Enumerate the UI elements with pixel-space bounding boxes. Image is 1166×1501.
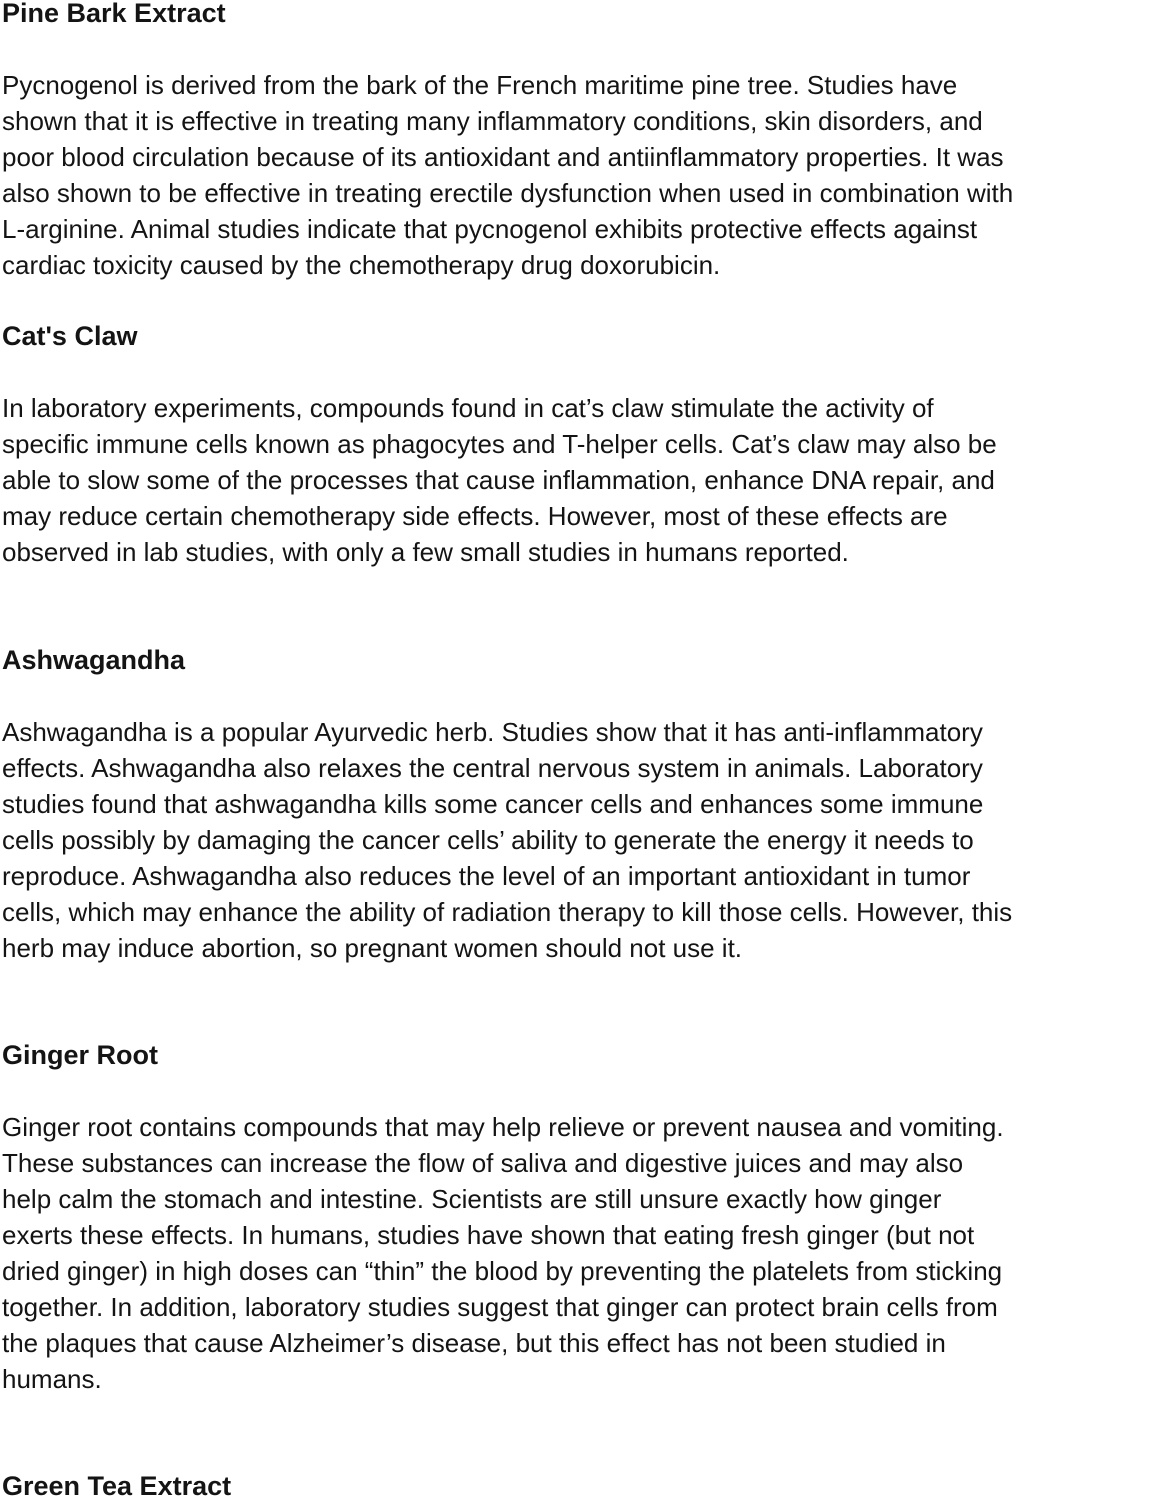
body-line: effects. Ashwagandha also relaxes the central nervous system in animals. Laboratory [2,753,983,783]
body-line: Ashwagandha is a popular Ayurvedic herb. Studies show that it has anti-inflammatory [2,717,983,747]
body-line: observed in lab studies, with only a few small studies in humans reported. [2,537,849,567]
section-heading-cats-claw: Cat's Claw [2,321,138,351]
body-line: Pycnogenol is derived from the bark of the French maritime pine tree. Studies have [2,70,958,100]
body-line: cells possibly by damaging the cancer cells’ ability to generate the energy it needs to [2,825,974,855]
body-line: exerts these effects. In humans, studies have shown that eating fresh ginger (but not [2,1220,975,1250]
body-line: shown that it is effective in treating many inflammatory conditions, skin disorders, and [2,106,983,136]
body-line: dried ginger) in high doses can “thin” the blood by preventing the platelets from sticking [2,1256,1003,1286]
body-line: specific immune cells known as phagocytes and T-helper cells. Cat’s claw may also be [2,429,997,459]
section-heading-ashwagandha: Ashwagandha [2,645,186,675]
body-line: humans. [2,1364,102,1394]
body-line: cells, which may enhance the ability of radiation therapy to kill those cells. However, this [2,897,1013,927]
body-line: poor blood circulation because of its antioxidant and antiinflammatory properties. It was [2,142,1004,172]
section-body-ginger-root [2,1109,1166,1397]
body-line: L-arginine. Animal studies indicate that pycnogenol exhibits protective effects against [2,214,978,244]
body-line: These substances can increase the flow of saliva and digestive juices and may also [2,1148,964,1178]
body-line: also shown to be effective in treating erectile dysfunction when used in combination with [2,178,1014,208]
section-heading-ginger-root: Ginger Root [2,1040,158,1070]
section-body-cats-claw [2,390,1166,570]
body-line: studies found that ashwagandha kills some cancer cells and enhances some immune [2,789,984,819]
body-line: may reduce certain chemotherapy side effects. However, most of these effects are [2,501,948,531]
section-heading-green-tea-extract: Green Tea Extract [2,1471,232,1501]
body-line: help calm the stomach and intestine. Scientists are still unsure exactly how ginger [2,1184,942,1214]
body-line: together. In addition, laboratory studies suggest that ginger can protect brain cells from [2,1292,998,1322]
body-line: reproduce. Ashwagandha also reduces the level of an important antioxidant in tumor [2,861,971,891]
body-line: cardiac toxicity caused by the chemotherapy drug doxorubicin. [2,250,721,280]
section-heading-pine-bark-extract: Pine Bark Extract [2,0,226,28]
body-line: herb may induce abortion, so pregnant women should not use it. [2,933,743,963]
section-body-pine-bark-extract [2,67,1166,283]
body-line: Ginger root contains compounds that may help relieve or prevent nausea and vomiting. [2,1112,1004,1142]
body-line: In laboratory experiments, compounds found in cat’s claw stimulate the activity of [2,393,934,423]
body-line: the plaques that cause Alzheimer’s disease, but this effect has not been studied in [2,1328,946,1358]
body-line: able to slow some of the processes that cause inflammation, enhance DNA repair, and [2,465,995,495]
section-body-ashwagandha [2,714,1166,966]
